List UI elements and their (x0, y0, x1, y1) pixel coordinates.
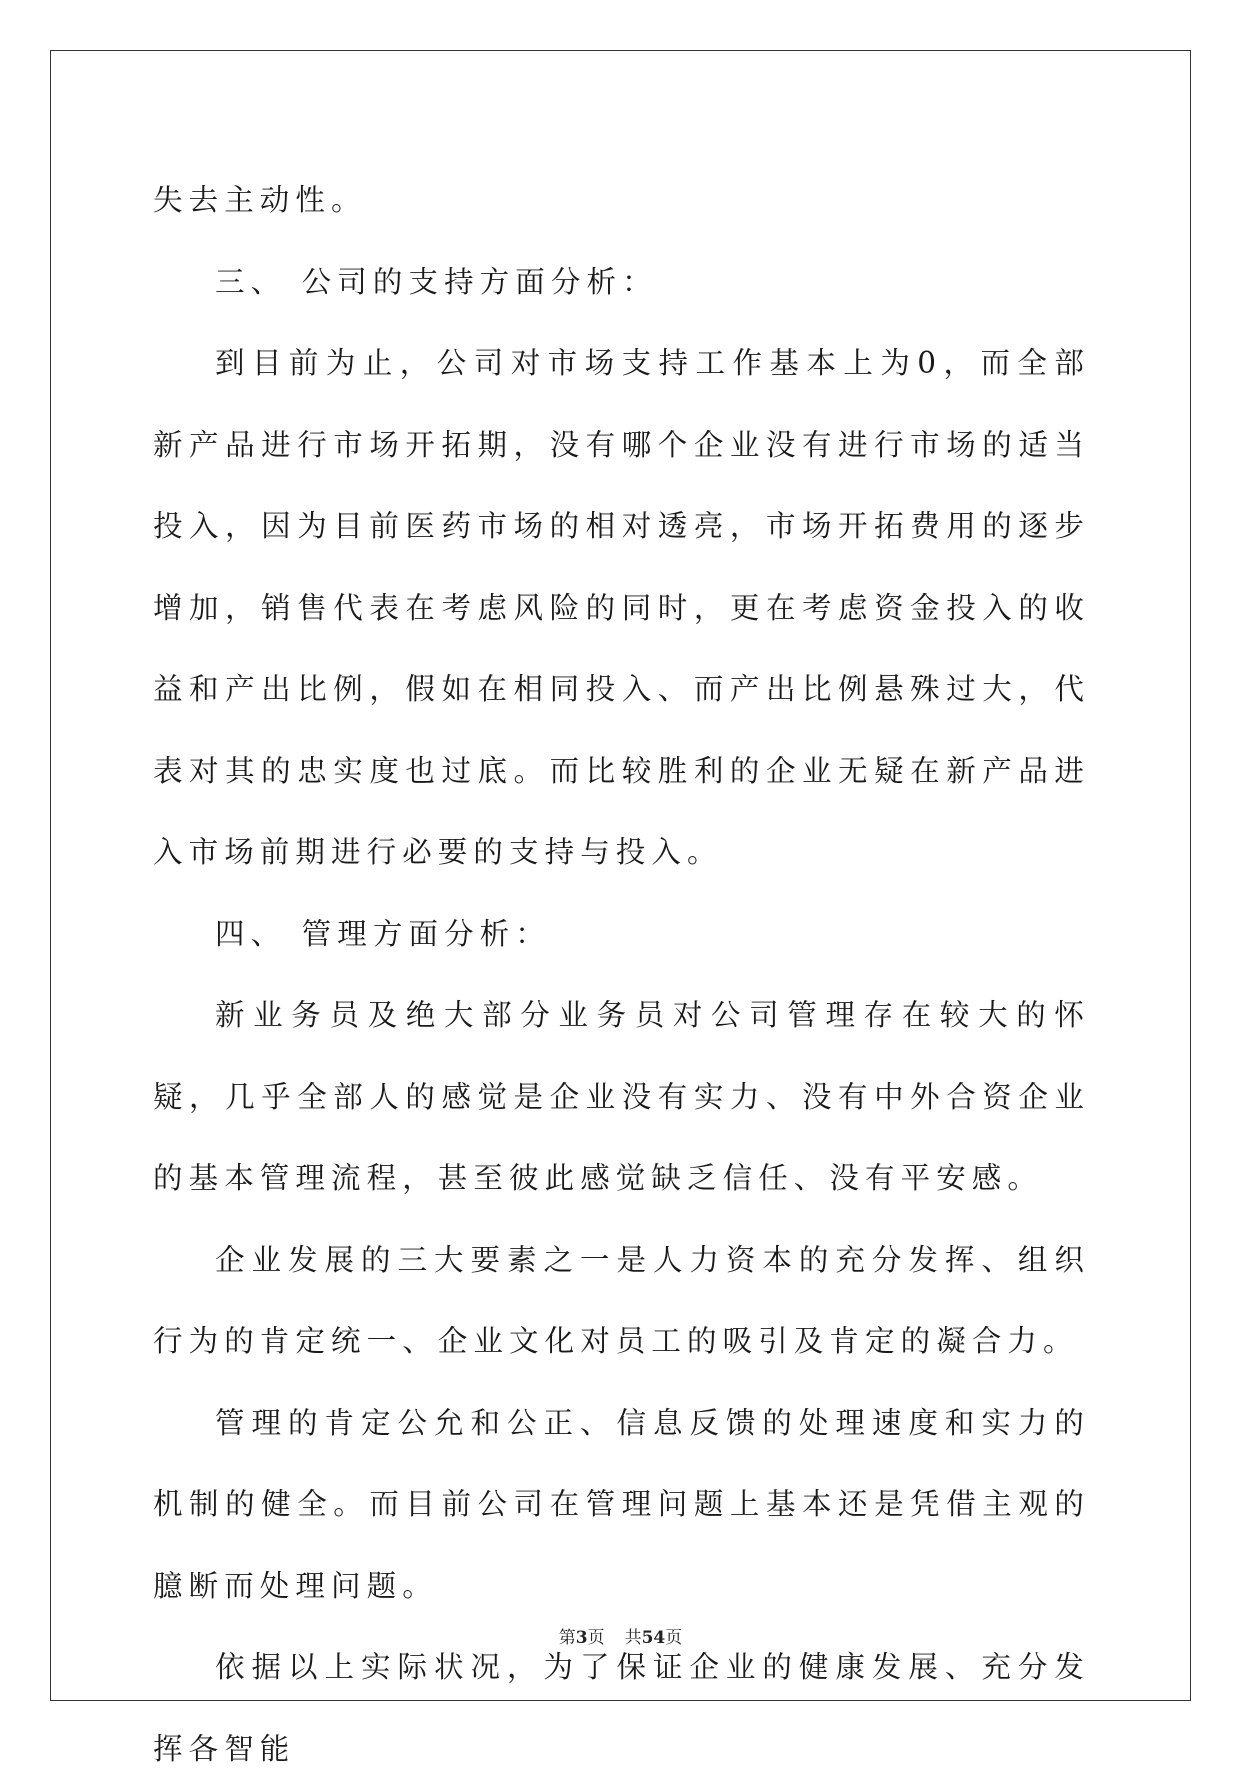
page-prefix: 第 (558, 1628, 576, 1648)
paragraph-management-fairness: 管理的肯定公允和公正、信息反馈的处理速度和实力的机制的健全。而目前公司在管理问题上基本还是凭借主观的臆断而处理问题。 (153, 1405, 1090, 1603)
paragraph-1: 失去主动性。 (153, 183, 367, 217)
page-number: 3 (575, 1628, 588, 1648)
page-footer (0, 1623, 1241, 1648)
section-heading-4: 四、 管理方面分析： (215, 916, 551, 951)
total-prefix: 共 (624, 1628, 642, 1648)
document-body (153, 160, 1090, 1790)
paragraph-company-support: 到目前为止，公司对市场支持工作基本上为0，而全部新产品进行市场开拓期，没有哪个企业没有进行市场的适当投入，因为目前医药市场的相对透亮，市场开拓费用的逐步增加，销售代表在考虑风险的同时，更在考虑资金投入的收益和产出比例，假如在相同投入、而产出比例悬殊过大，代表对其的忠实度也过底。而比较胜利的企业无疑在新产品进入市场前期进行必要的支持与投入。 (153, 346, 1090, 869)
paragraph-conclusion-start: 依据以上实际状况，为了保证企业的健康发展、充分发挥各智能 (153, 1650, 1090, 1766)
total-suffix: 页 (665, 1628, 683, 1648)
total-pages: 54 (641, 1628, 666, 1648)
section-heading-3: 三、 公司的支持方面分析： (215, 264, 658, 299)
paragraph-development-elements: 企业发展的三大要素之一是人力资本的充分发挥、组织行为的肯定统一、企业文化对员工的吸引及肯定的凝合力。 (153, 1242, 1090, 1358)
page-suffix: 页 (587, 1628, 605, 1648)
paragraph-management-doubt: 新业务员及绝大部分业务员对公司管理存在较大的怀疑，几乎全部人的感觉是企业没有实力、没有中外合资企业的基本管理流程，甚至彼此感觉缺乏信任、没有平安感。 (153, 998, 1090, 1195)
